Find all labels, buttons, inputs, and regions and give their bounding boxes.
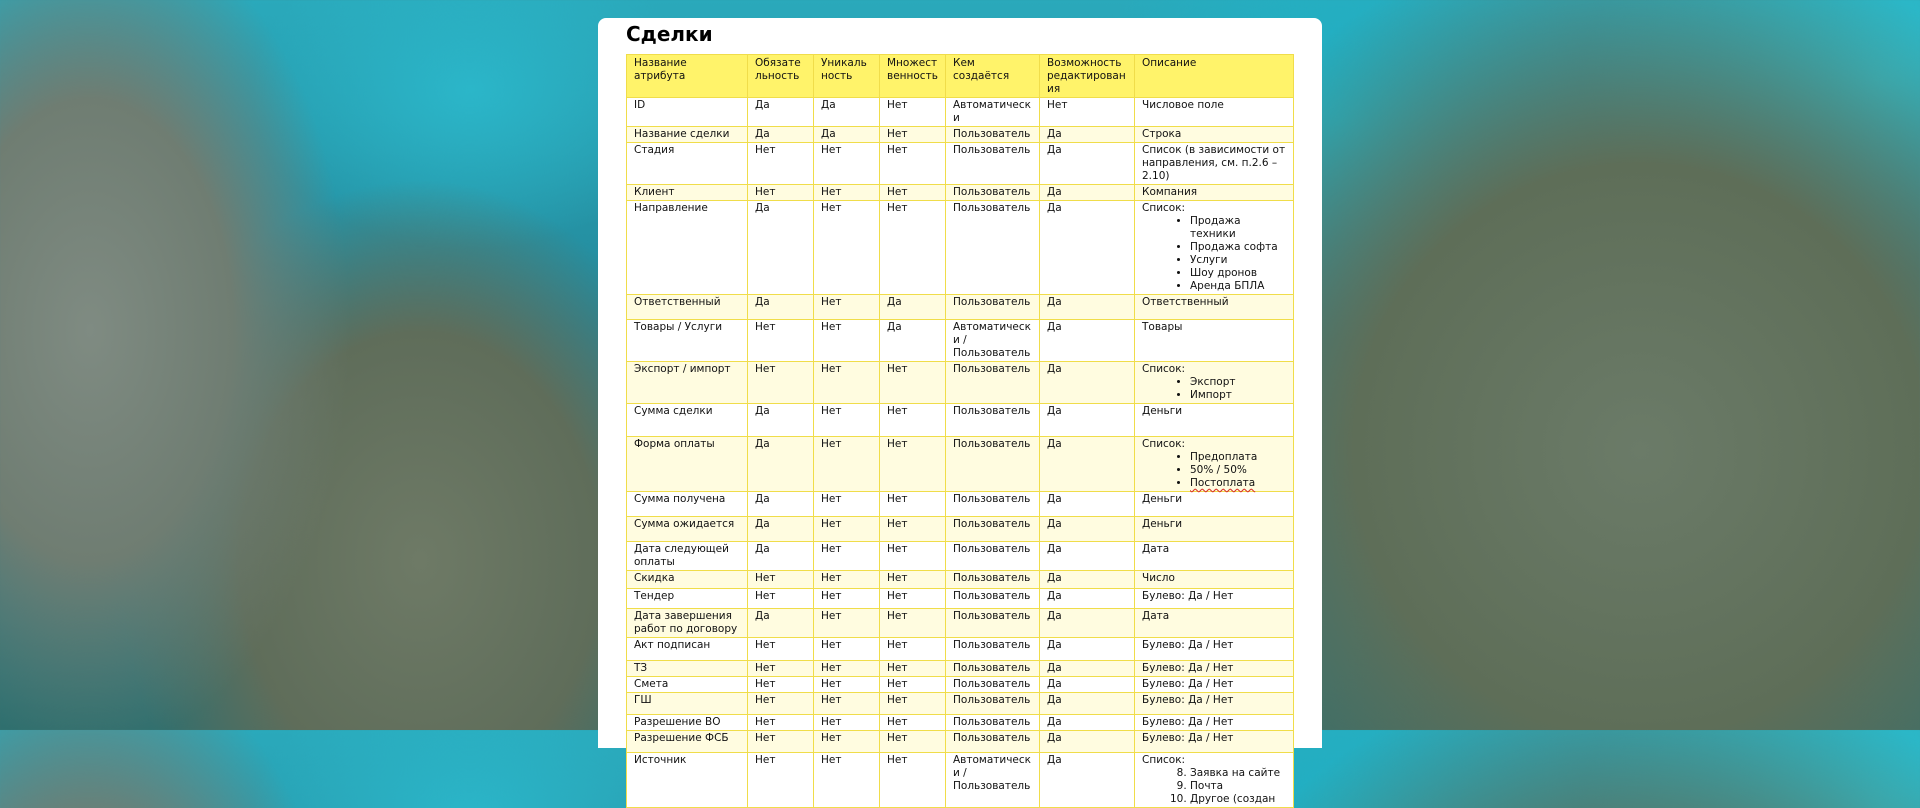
description-cell (1135, 693, 1294, 715)
required-cell: Нет (748, 320, 814, 362)
description-cell (1135, 98, 1294, 127)
description-cell (1135, 143, 1294, 185)
multiple-cell: Нет (880, 638, 946, 661)
attribute-name-cell: Дата завершения работ по договору (627, 609, 748, 638)
required-cell: Нет (748, 638, 814, 661)
editable-cell: Да (1040, 295, 1135, 320)
multiple-cell: Нет (880, 98, 946, 127)
description-text: Булево: Да / Нет (1142, 590, 1234, 602)
creator-cell: Пользователь (946, 517, 1040, 542)
table-row (627, 542, 1294, 571)
list-item: • Услуги (1190, 254, 1286, 267)
required-cell: Да (748, 127, 814, 143)
creator-cell: Пользователь (946, 609, 1040, 638)
attribute-name-cell: ID (627, 98, 748, 127)
multiple-cell: Да (880, 295, 946, 320)
attribute-name-cell: Смета (627, 677, 748, 693)
table-row (627, 609, 1294, 638)
required-cell: Да (748, 201, 814, 295)
creator-cell: Пользователь (946, 295, 1040, 320)
attribute-name-cell: Разрешение ВО (627, 715, 748, 731)
editable-cell: Да (1040, 661, 1135, 677)
options-list (1142, 376, 1286, 402)
unique-cell: Нет (814, 201, 880, 295)
attribute-name-cell: Ответственный (627, 295, 748, 320)
list-item: 10. Другое (создан (1190, 793, 1286, 806)
unique-cell: Да (814, 127, 880, 143)
required-cell: Да (748, 295, 814, 320)
editable-cell: Да (1040, 201, 1135, 295)
unique-cell: Нет (814, 589, 880, 609)
options-list (1142, 451, 1286, 490)
required-cell: Нет (748, 661, 814, 677)
column-header: Множественность (880, 55, 946, 98)
required-cell: Нет (748, 693, 814, 715)
attribute-name-cell: Сумма получена (627, 492, 748, 517)
attribute-name-cell: Форма оплаты (627, 437, 748, 492)
attribute-name-cell: Акт подписан (627, 638, 748, 661)
attribute-name-cell: ТЗ (627, 661, 748, 677)
table-row (627, 661, 1294, 677)
description-text: Список: (1142, 438, 1186, 450)
multiple-cell: Нет (880, 571, 946, 589)
list-item: • Продажа техники (1190, 215, 1286, 241)
creator-cell: Автоматически (946, 98, 1040, 127)
description-cell (1135, 715, 1294, 731)
description-text: Булево: Да / Нет (1142, 678, 1234, 690)
description-text: Список: (1142, 754, 1186, 766)
attribute-name-cell: Источник (627, 753, 748, 808)
list-item: 8. Заявка на сайте (1190, 767, 1286, 780)
multiple-cell: Нет (880, 492, 946, 517)
unique-cell: Нет (814, 609, 880, 638)
creator-cell: Автоматически / Пользователь (946, 320, 1040, 362)
list-item: • Импорт (1190, 389, 1286, 402)
attribute-name-cell: Стадия (627, 143, 748, 185)
required-cell: Нет (748, 571, 814, 589)
editable-cell: Да (1040, 492, 1135, 517)
list-item: • 50% / 50% (1190, 464, 1286, 477)
multiple-cell: Нет (880, 362, 946, 404)
editable-cell: Да (1040, 517, 1135, 542)
description-cell (1135, 731, 1294, 753)
table-row (627, 295, 1294, 320)
editable-cell: Да (1040, 609, 1135, 638)
creator-cell: Пользователь (946, 404, 1040, 437)
description-text: Булево: Да / Нет (1142, 694, 1234, 706)
required-cell: Да (748, 437, 814, 492)
unique-cell: Нет (814, 542, 880, 571)
options-list (1142, 215, 1286, 293)
attribute-name-cell: Тендер (627, 589, 748, 609)
required-cell: Да (748, 492, 814, 517)
description-text: Булево: Да / Нет (1142, 662, 1234, 674)
creator-cell: Пользователь (946, 661, 1040, 677)
column-header: Кем создаётся (946, 55, 1040, 98)
unique-cell: Нет (814, 731, 880, 753)
table-row (627, 571, 1294, 589)
list-item: 9. Почта (1190, 780, 1286, 793)
unique-cell: Нет (814, 295, 880, 320)
required-cell: Нет (748, 362, 814, 404)
description-text: Дата (1142, 543, 1170, 555)
unique-cell: Нет (814, 362, 880, 404)
creator-cell: Пользователь (946, 185, 1040, 201)
creator-cell: Пользователь (946, 143, 1040, 185)
multiple-cell: Нет (880, 517, 946, 542)
column-header: Уникальность (814, 55, 880, 98)
attribute-name-cell: Название сделки (627, 127, 748, 143)
creator-cell: Пользователь (946, 201, 1040, 295)
document-page (598, 18, 1322, 805)
required-cell: Нет (748, 715, 814, 731)
editable-cell: Да (1040, 589, 1135, 609)
description-cell (1135, 638, 1294, 661)
editable-cell: Нет (1040, 98, 1135, 127)
editable-cell: Да (1040, 715, 1135, 731)
table-row (627, 201, 1294, 295)
editable-cell: Да (1040, 143, 1135, 185)
multiple-cell: Нет (880, 185, 946, 201)
attribute-name-cell: Сумма сделки (627, 404, 748, 437)
attribute-name-cell: Товары / Услуги (627, 320, 748, 362)
table-row (627, 98, 1294, 127)
creator-cell: Пользователь (946, 693, 1040, 715)
multiple-cell: Нет (880, 589, 946, 609)
table-row (627, 715, 1294, 731)
description-cell (1135, 753, 1294, 808)
description-cell (1135, 362, 1294, 404)
table-row (627, 185, 1294, 201)
description-cell (1135, 677, 1294, 693)
table-row (627, 677, 1294, 693)
required-cell: Нет (748, 143, 814, 185)
description-cell (1135, 185, 1294, 201)
list-item: • Аренда БПЛА (1190, 280, 1286, 293)
attribute-name-cell: Сумма ожидается (627, 517, 748, 542)
attribute-name-cell: Скидка (627, 571, 748, 589)
list-item: • Постоплата (1190, 477, 1286, 490)
editable-cell: Да (1040, 677, 1135, 693)
attribute-name-cell: ГШ (627, 693, 748, 715)
description-cell (1135, 201, 1294, 295)
description-text: Список: (1142, 202, 1186, 214)
creator-cell: Пользователь (946, 437, 1040, 492)
options-list (1142, 767, 1286, 806)
unique-cell: Нет (814, 571, 880, 589)
column-header: Описание (1135, 55, 1294, 98)
description-cell (1135, 609, 1294, 638)
table-row (627, 731, 1294, 753)
description-text: Компания (1142, 186, 1198, 198)
list-item: • Продажа софта (1190, 241, 1286, 254)
multiple-cell: Нет (880, 437, 946, 492)
required-cell: Нет (748, 753, 814, 808)
attribute-name-cell: Экспорт / импорт (627, 362, 748, 404)
page-title: Сделки (626, 22, 713, 46)
required-cell: Да (748, 517, 814, 542)
creator-cell: Пользователь (946, 542, 1040, 571)
description-text: Булево: Да / Нет (1142, 639, 1234, 651)
table-row (627, 127, 1294, 143)
multiple-cell: Нет (880, 143, 946, 185)
unique-cell: Да (814, 98, 880, 127)
description-cell (1135, 589, 1294, 609)
unique-cell: Нет (814, 638, 880, 661)
table-row (627, 437, 1294, 492)
multiple-cell: Нет (880, 542, 946, 571)
editable-cell: Да (1040, 437, 1135, 492)
unique-cell: Нет (814, 143, 880, 185)
table-row (627, 362, 1294, 404)
description-cell (1135, 295, 1294, 320)
editable-cell: Да (1040, 542, 1135, 571)
multiple-cell: Нет (880, 661, 946, 677)
creator-cell: Пользователь (946, 492, 1040, 517)
table-row (627, 589, 1294, 609)
description-cell (1135, 542, 1294, 571)
table-row (627, 693, 1294, 715)
unique-cell: Нет (814, 693, 880, 715)
multiple-cell: Нет (880, 693, 946, 715)
required-cell: Да (748, 542, 814, 571)
description-cell (1135, 437, 1294, 492)
description-cell (1135, 492, 1294, 517)
attribute-name-cell: Разрешение ФСБ (627, 731, 748, 753)
description-text: Дата (1142, 610, 1170, 622)
editable-cell: Да (1040, 185, 1135, 201)
description-text: Ответственный (1142, 296, 1229, 308)
unique-cell: Нет (814, 185, 880, 201)
editable-cell: Да (1040, 127, 1135, 143)
required-cell: Да (748, 98, 814, 127)
attributes-table (626, 54, 1294, 808)
creator-cell: Пользователь (946, 731, 1040, 753)
editable-cell: Да (1040, 320, 1135, 362)
table-row (627, 492, 1294, 517)
description-text: Число (1142, 572, 1175, 584)
editable-cell: Да (1040, 753, 1135, 808)
table-row (627, 638, 1294, 661)
creator-cell: Пользователь (946, 715, 1040, 731)
multiple-cell: Да (880, 320, 946, 362)
editable-cell: Да (1040, 571, 1135, 589)
table-body (627, 98, 1294, 808)
required-cell: Да (748, 609, 814, 638)
creator-cell: Автоматически / Пользователь (946, 753, 1040, 808)
description-cell (1135, 661, 1294, 677)
attribute-name-cell: Направление (627, 201, 748, 295)
multiple-cell: Нет (880, 201, 946, 295)
creator-cell: Пользователь (946, 127, 1040, 143)
multiple-cell: Нет (880, 677, 946, 693)
required-cell: Нет (748, 589, 814, 609)
multiple-cell: Нет (880, 404, 946, 437)
unique-cell: Нет (814, 492, 880, 517)
table-row (627, 320, 1294, 362)
unique-cell: Нет (814, 437, 880, 492)
unique-cell: Нет (814, 517, 880, 542)
description-text: Булево: Да / Нет (1142, 732, 1234, 744)
creator-cell: Пользователь (946, 589, 1040, 609)
unique-cell: Нет (814, 661, 880, 677)
column-header: Обязательность (748, 55, 814, 98)
attribute-name-cell: Клиент (627, 185, 748, 201)
unique-cell: Нет (814, 320, 880, 362)
unique-cell: Нет (814, 715, 880, 731)
editable-cell: Да (1040, 731, 1135, 753)
description-text: Деньги (1142, 405, 1183, 417)
description-text: Деньги (1142, 518, 1183, 530)
description-cell (1135, 404, 1294, 437)
required-cell: Нет (748, 677, 814, 693)
description-text: Список: (1142, 363, 1186, 375)
list-item: • Шоу дронов (1190, 267, 1286, 280)
table-row (627, 753, 1294, 808)
editable-cell: Да (1040, 693, 1135, 715)
description-cell (1135, 571, 1294, 589)
required-cell: Нет (748, 185, 814, 201)
multiple-cell: Нет (880, 731, 946, 753)
creator-cell: Пользователь (946, 638, 1040, 661)
unique-cell: Нет (814, 677, 880, 693)
creator-cell: Пользователь (946, 571, 1040, 589)
unique-cell: Нет (814, 404, 880, 437)
multiple-cell: Нет (880, 127, 946, 143)
editable-cell: Да (1040, 404, 1135, 437)
description-text: Список (в зависимости от направления, см. п.2.6 – 2.10) (1142, 144, 1286, 182)
list-item: • Экспорт (1190, 376, 1286, 389)
description-text: Товары (1142, 321, 1183, 333)
required-cell: Да (748, 404, 814, 437)
required-cell: Нет (748, 731, 814, 753)
multiple-cell: Нет (880, 715, 946, 731)
description-cell (1135, 517, 1294, 542)
table-row (627, 404, 1294, 437)
description-cell (1135, 320, 1294, 362)
editable-cell: Да (1040, 638, 1135, 661)
description-text: Числовое поле (1142, 99, 1224, 111)
column-header: Возможность редактирования (1040, 55, 1135, 98)
description-text: Булево: Да / Нет (1142, 716, 1234, 728)
table-header-row (627, 55, 1294, 98)
table-row (627, 517, 1294, 542)
list-item: • Предоплата (1190, 451, 1286, 464)
editable-cell: Да (1040, 362, 1135, 404)
description-text: Строка (1142, 128, 1182, 140)
description-cell (1135, 127, 1294, 143)
creator-cell: Пользователь (946, 362, 1040, 404)
column-header: Название атрибута (627, 55, 748, 98)
table-row (627, 143, 1294, 185)
description-text: Деньги (1142, 493, 1183, 505)
attribute-name-cell: Дата следующей оплаты (627, 542, 748, 571)
unique-cell: Нет (814, 753, 880, 808)
creator-cell: Пользователь (946, 677, 1040, 693)
multiple-cell: Нет (880, 753, 946, 808)
multiple-cell: Нет (880, 609, 946, 638)
